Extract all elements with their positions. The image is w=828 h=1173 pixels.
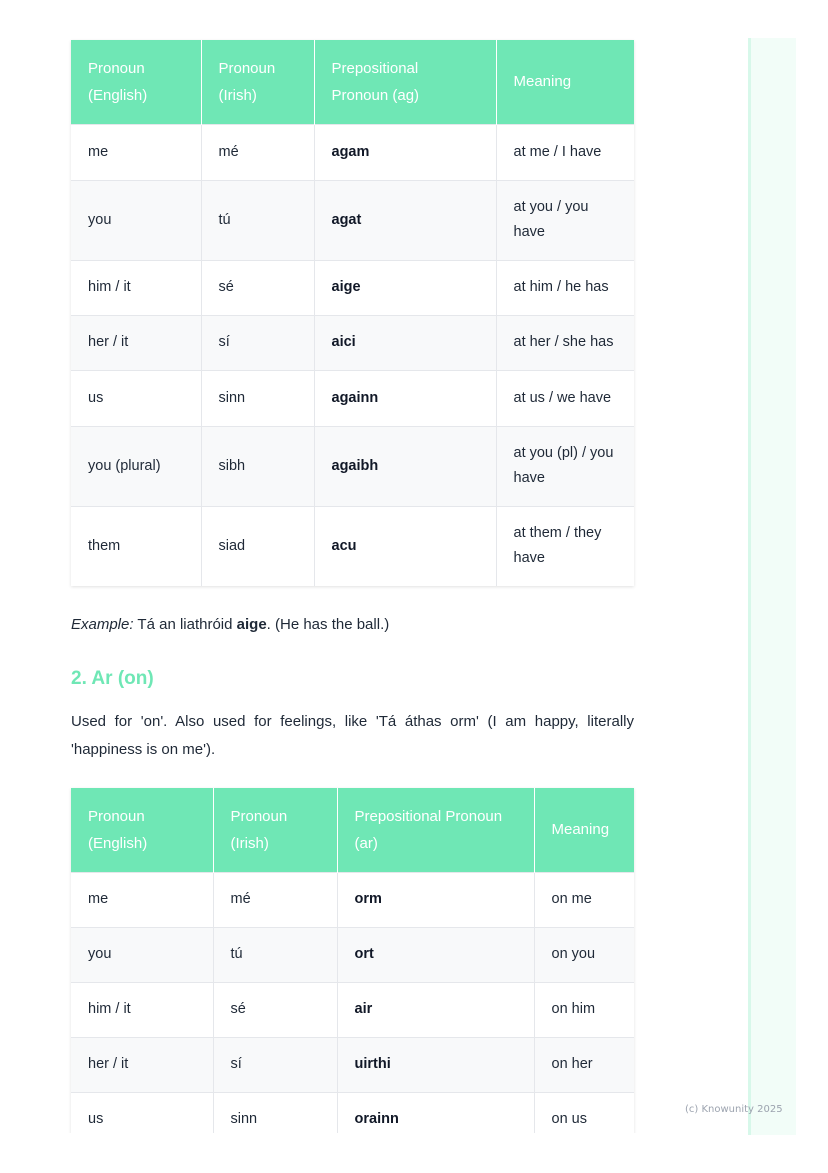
cell-prepositional: orm <box>337 872 534 927</box>
header-pronoun-english: Pronoun (English) <box>71 788 213 872</box>
header-prepositional-pronoun: Prepositional Pronoun (ar) <box>337 788 534 872</box>
cell-irish: sinn <box>201 370 314 426</box>
example-text-after: . (He has the ball.) <box>266 616 390 633</box>
ar-pronoun-table <box>71 788 634 1147</box>
cell-meaning: at us / we have <box>496 370 634 426</box>
cell-meaning: on her <box>534 1037 634 1092</box>
cell-meaning: on me <box>534 872 634 927</box>
section-heading-ar: 2. Ar (on) <box>71 668 154 689</box>
table-row <box>71 1037 634 1092</box>
header-meaning: Meaning <box>534 788 634 872</box>
cell-meaning: at me / I have <box>496 124 634 180</box>
table-row <box>71 872 634 927</box>
cell-english: you <box>71 927 213 982</box>
cell-prepositional: againn <box>314 370 496 426</box>
ag-pronoun-table <box>71 40 634 586</box>
cell-prepositional: uirthi <box>337 1037 534 1092</box>
cell-meaning: on him <box>534 982 634 1037</box>
example-label: Example: <box>71 616 134 633</box>
table-header-row <box>71 40 634 124</box>
cell-meaning: at him / he has <box>496 260 634 315</box>
table-row <box>71 370 634 426</box>
cell-irish: sé <box>201 260 314 315</box>
cell-meaning: at her / she has <box>496 315 634 370</box>
page-bottom-mask <box>0 1133 700 1173</box>
cell-prepositional: aige <box>314 260 496 315</box>
cell-meaning: at them / they have <box>496 506 634 586</box>
cell-irish: sibh <box>201 426 314 506</box>
header-pronoun-english: Pronoun (English) <box>71 40 201 124</box>
example-sentence <box>71 616 389 633</box>
cell-prepositional: acu <box>314 506 496 586</box>
cell-irish: tú <box>201 180 314 260</box>
cell-meaning: on us <box>534 1092 634 1147</box>
cell-irish: mé <box>213 872 337 927</box>
cell-irish: sí <box>201 315 314 370</box>
cell-meaning: at you (pl) / you have <box>496 426 634 506</box>
cell-english: me <box>71 124 201 180</box>
cell-meaning: at you / you have <box>496 180 634 260</box>
cell-irish: siad <box>201 506 314 586</box>
table-row <box>71 426 634 506</box>
cell-prepositional: ort <box>337 927 534 982</box>
cell-prepositional: agam <box>314 124 496 180</box>
cell-english: her / it <box>71 315 201 370</box>
side-decoration-strip <box>748 38 796 1135</box>
cell-english: me <box>71 872 213 927</box>
table-header-row <box>71 788 634 872</box>
header-pronoun-irish: Pronoun (Irish) <box>213 788 337 872</box>
cell-prepositional: agat <box>314 180 496 260</box>
example-bold-word: aige <box>236 616 267 633</box>
cell-english: you <box>71 180 201 260</box>
cell-prepositional: air <box>337 982 534 1037</box>
table-row <box>71 260 634 315</box>
cell-irish: sé <box>213 982 337 1037</box>
cell-english: us <box>71 370 201 426</box>
cell-irish: tú <box>213 927 337 982</box>
cell-english: him / it <box>71 260 201 315</box>
example-text-before: Tá an liathróid <box>133 616 237 633</box>
table-row <box>71 506 634 586</box>
cell-prepositional: aici <box>314 315 496 370</box>
header-prepositional-pronoun: Prepositional Pronoun (ag) <box>314 40 496 124</box>
cell-english: us <box>71 1092 213 1147</box>
cell-meaning: on you <box>534 927 634 982</box>
header-meaning: Meaning <box>496 40 634 124</box>
table-row <box>71 315 634 370</box>
cell-irish: sinn <box>213 1092 337 1147</box>
section-paragraph: Used for 'on'. Also used for feelings, like 'Tá áthas orm' (I am happy, literally 'happiness is on me'). <box>71 713 634 758</box>
table-row <box>71 180 634 260</box>
cell-english: you (plural) <box>71 426 201 506</box>
copyright-footer: (c) Knowunity 2025 <box>685 1104 783 1115</box>
header-pronoun-irish: Pronoun (Irish) <box>201 40 314 124</box>
table-row <box>71 927 634 982</box>
cell-prepositional: orainn <box>337 1092 534 1147</box>
cell-irish: sí <box>213 1037 337 1092</box>
table-row <box>71 982 634 1037</box>
cell-english: him / it <box>71 982 213 1037</box>
cell-prepositional: agaibh <box>314 426 496 506</box>
cell-english: her / it <box>71 1037 213 1092</box>
table-row <box>71 124 634 180</box>
cell-irish: mé <box>201 124 314 180</box>
cell-english: them <box>71 506 201 586</box>
